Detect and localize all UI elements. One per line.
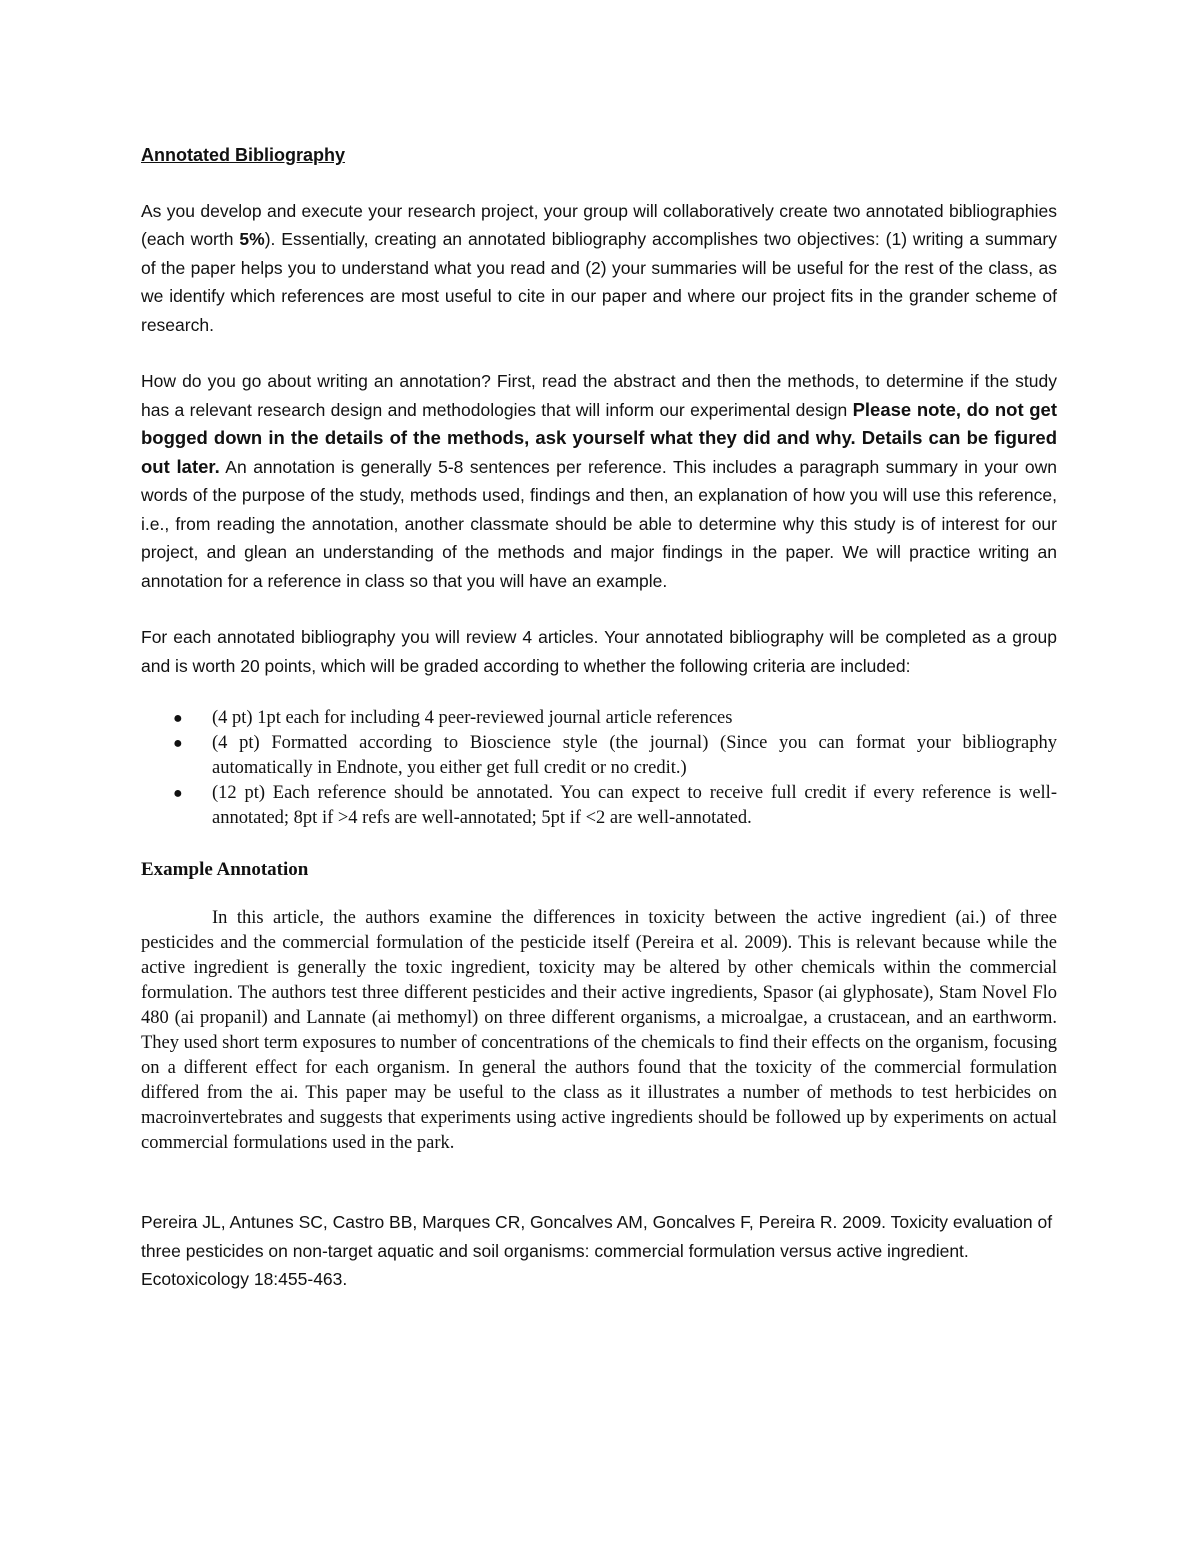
list-item: [141, 781, 1057, 831]
document-title: Annotated Bibliography: [141, 145, 345, 165]
howto-text-2: An annotation is generally 5-8 sentences per reference. This includes a paragraph summary in your own words of the purpose of the study, methods used, findings and then, an explanation of how you will use this reference, i.e., from reading the annotation, another classmate should be able to determine why this study is of interest for our project, and glean an understanding of the methods and major findings in the paper. We will practice writing an annotation for a reference in class so that you will have an example.: [141, 456, 1057, 591]
grading-paragraph: For each annotated bibliography you will review 4 articles. Your annotated bibliography will be completed as a group and is worth 20 points, which will be graded according to whether the following criteria are included:: [141, 627, 1057, 676]
howto-text-1: How do you go about writing an annotation? First, read the abstract and then the methods, to determine if the study has a relevant research design and methodologies that will inform our experimental design: [141, 371, 1057, 420]
howto-bold-note: Please note, do not get bogged down in the details of the methods, ask yourself what they did and why. Details can be figured out later.: [141, 398, 1057, 477]
criteria-text: (12 pt) Each reference should be annotated. You can expect to receive full credit if every reference is well-annotated; 8pt if >4 refs are well-annotated; 5pt if <2 are well-annotated.: [212, 783, 1057, 828]
list-item: [141, 706, 1057, 731]
example-heading: Example Annotation: [141, 859, 309, 880]
criteria-list: [141, 706, 1057, 831]
bullet-icon: ●: [173, 735, 183, 752]
intro-bold-percent: 5%: [239, 229, 265, 249]
example-annotation-body: In this article, the authors examine the differences in toxicity between the active ingredient (ai.) of three pesticides and the commercial formulation of the pesticide itself (Pereira et al. 2009). This is relevant because while the active ingredient is generally the toxic ingredient, toxicity may be altered by other chemicals within the commercial formulation. The authors test three different pesticides and their active ingredients, Spasor (ai glyphosate), Stam Novel Flo 480 (ai propanil) and Lannate (ai methomyl) on three different organisms, a microalgae, a crustacean, and an earthworm. They used short term exposures to number of concentrations of the chemicals to find their effects on the organism, focusing on a different effect for each organism. In general the authors found that the toxicity of the commercial formulation differed from the ai. This paper may be useful to the class as it illustrates a number of methods to test herbicides on macroinvertebrates and suggests that experiments using active ingredients should be followed up by experiments on actual commercial formulations used in the park.: [141, 908, 1057, 1153]
intro-paragraph: [141, 197, 1057, 340]
list-item: [141, 731, 1057, 781]
criteria-text: (4 pt) Formatted according to Bioscience style (the journal) (Since you can format your bibliography automatically in Endnote, you either get full credit or no credit.): [212, 733, 1057, 778]
intro-text-2: ). Essentially, creating an annotated bibliography accomplishes two objectives: (1) writing a summary of the paper helps you to understand what you read and (2) your summaries will be useful for the rest of the class, as we identify which references are most useful to cite in our paper and where our project fits in the grander scheme of research.: [141, 229, 1057, 335]
bullet-icon: ●: [173, 785, 183, 802]
bullet-icon: ●: [173, 710, 183, 727]
criteria-text: (4 pt) 1pt each for including 4 peer-reviewed journal article references: [212, 708, 733, 728]
document-content: [141, 141, 1057, 1294]
reference-citation: Pereira JL, Antunes SC, Castro BB, Marques CR, Goncalves AM, Goncalves F, Pereira R. 2009. Toxicity evaluation of three pesticides on non-target aquatic and soil organisms: commercial formulation versus active ingredient. Ecotoxicology 18:455-463.: [141, 1212, 1053, 1289]
intro-text-1: As you develop and execute your research project, your group will collaboratively create two annotated bibliographies (each worth: [141, 200, 1057, 249]
howto-paragraph: [141, 367, 1057, 595]
